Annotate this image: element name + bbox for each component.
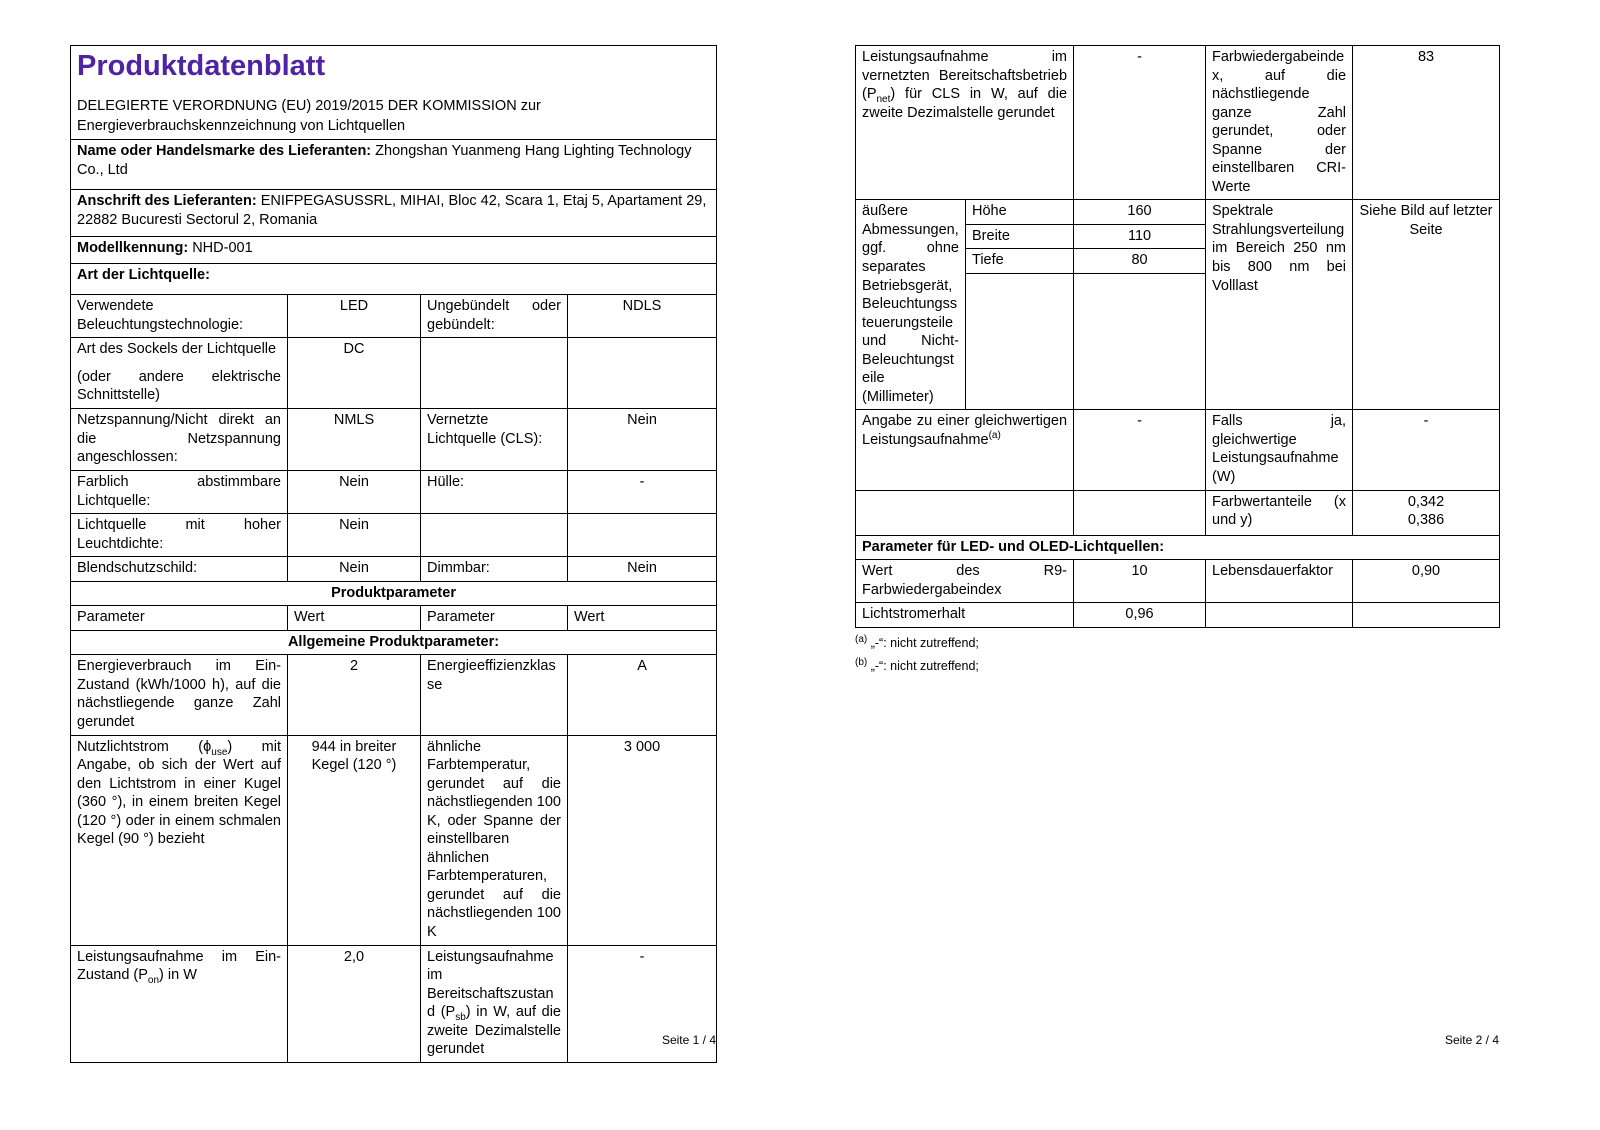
regulation-line-1: DELEGIERTE VERORDNUNG (EU) 2019/2015 DER KOMMISSION zur <box>77 98 541 115</box>
value-cell: NDLS <box>568 295 717 338</box>
param-text: Nutzlichtstrom (ϕ <box>77 738 212 755</box>
empty-cell <box>966 274 1074 410</box>
value-cell: 10 <box>1074 560 1206 603</box>
value-cell: 0,96 <box>1074 603 1206 628</box>
value-cell: Nein <box>288 470 421 513</box>
param-cell <box>71 735 288 945</box>
datasheet-table-page2 <box>855 45 1500 628</box>
supplier-value: Zhongshan Yuanmeng Hang Lighting Technology Co., Ltd <box>77 143 692 178</box>
value-cell: Nein <box>288 514 421 557</box>
param-cell: Netzspannung/Nicht direkt an die Netzspannung angeschlossen: <box>71 408 288 470</box>
param-text: Angabe zu einer gleichwertigen Leistungsaufnahme <box>862 413 1068 448</box>
page-2-footer: Seite 2 / 4 <box>1444 1033 1499 1047</box>
led-oled-section-header: Parameter für LED- und OLED-Lichtquellen: <box>856 535 1500 560</box>
value-cell: - <box>1074 410 1206 490</box>
param-text: ) mit Angabe, ob sich der Wert auf den Lichtstrom in einer Kugel (360 °), in einem breiten Kegel (120 °) oder in einem schmalen Kegel (90 °) bezieht <box>77 738 282 848</box>
datasheet-table-page1 <box>70 45 717 1063</box>
value-cell: 0,90 <box>1353 560 1500 603</box>
value-cell <box>1353 490 1500 535</box>
page-2 <box>855 45 1499 681</box>
footnote-b-text: „-“: nicht zutreffend; <box>870 659 979 674</box>
value-cell: 2 <box>288 655 421 735</box>
dimension-name-cell: Tiefe <box>966 249 1074 274</box>
value-cell: 83 <box>1353 46 1500 200</box>
param-cell: Lichtstromerhalt <box>856 603 1074 628</box>
footnote-b <box>855 658 1499 674</box>
value-cell: 2,0 <box>288 945 421 1062</box>
param-cell: Lichtquelle mit hoher Leuchtdichte: <box>71 514 288 557</box>
param-cell: Wert des R9-Farbwiedergabeindex <box>856 560 1074 603</box>
param-cell: Ungebündelt oder gebündelt: <box>421 295 568 338</box>
param-cell <box>71 338 288 409</box>
param-cell: Energieeffizienzklasse <box>421 655 568 735</box>
model-value: NHD-001 <box>192 240 253 257</box>
value-cell: A <box>568 655 717 735</box>
subscript-use: use <box>211 746 228 758</box>
param-text: ) für CLS in W, auf die zweite Dezimalstelle gerundet <box>862 86 1068 121</box>
footnote-a <box>855 635 1499 651</box>
value-cell: Siehe Bild auf letzter Seite <box>1353 200 1500 410</box>
address-value: ENIFPEGASUSSRL, MIHAI, Bloc 42, Scara 1, Etaj 5, Apartament 29, 22882 Bucuresti Sectorul 2, Romania <box>77 193 707 228</box>
subscript-on: on <box>147 974 160 986</box>
dimension-value-cell: 80 <box>1074 249 1206 274</box>
value-cell: Nein <box>568 557 717 582</box>
param-text: ) in W, auf die zweite Dezimalstelle gerundet <box>427 1004 561 1058</box>
value-cell: - <box>1353 410 1500 490</box>
chromaticity-y: 0,386 <box>1407 512 1445 529</box>
dimension-name-cell: Breite <box>966 224 1074 249</box>
address-label: Anschrift des Lieferanten: <box>77 193 257 210</box>
empty-cell <box>856 490 1074 535</box>
title-block <box>71 46 717 140</box>
param-cell: Farbwiedergabeindex, auf die nächstliegende ganze Zahl gerundet, oder Spanne der einstellbaren CRI-Werte <box>1206 46 1353 200</box>
chromaticity-x: 0,342 <box>1407 493 1445 510</box>
param-cell: Hülle: <box>421 470 568 513</box>
type-section-header: Art der Lichtquelle: <box>71 264 717 295</box>
param-cell: Farblich abstimmbare Lichtquelle: <box>71 470 288 513</box>
value-cell: Nein <box>568 408 717 470</box>
footnotes <box>855 635 1499 675</box>
value-cell: - <box>568 945 717 1062</box>
param-cell: Dimmbar: <box>421 557 568 582</box>
empty-cell <box>568 514 717 557</box>
footnote-b-marker: (b) <box>855 656 868 668</box>
param-text: (oder andere elektrische Schnittstelle) <box>77 368 281 404</box>
dimension-value-cell: 160 <box>1074 200 1206 225</box>
param-cell: Vernetzte Lichtquelle (CLS): <box>421 408 568 470</box>
param-cell: Verwendete Beleuchtungstechnologie: <box>71 295 288 338</box>
page-title: Produktdatenblatt <box>77 50 326 82</box>
param-text: ) in W <box>159 967 197 984</box>
supplier-label: Name oder Handelsmarke des Lieferanten: <box>77 143 372 160</box>
empty-cell <box>1074 490 1206 535</box>
column-header-wert-1: Wert <box>288 606 421 631</box>
param-text: Art des Sockels der Lichtquelle <box>77 341 277 358</box>
dimensions-label-cell: äußere Abmessungen, ggf. ohne separates Betriebsgerät, Beleuchtungssteuerungsteile und Nicht-Beleuchtungsteile (Millimeter) <box>856 200 966 410</box>
value-cell: - <box>568 470 717 513</box>
value-cell: DC <box>288 338 421 409</box>
param-cell: Falls ja, gleichwertige Leistungsaufnahme (W) <box>1206 410 1353 490</box>
param-text: Leistungsaufnahme im vernetzten Bereitschaftsbetrieb (P <box>862 49 1068 103</box>
value-cell: NMLS <box>288 408 421 470</box>
page-1 <box>70 45 716 1063</box>
empty-cell <box>1074 274 1206 410</box>
footnote-a-marker: (a) <box>855 633 868 645</box>
address-row <box>71 190 717 237</box>
param-cell: Farbwertanteile (x und y) <box>1206 490 1353 535</box>
column-header-wert-2: Wert <box>568 606 717 631</box>
model-row <box>71 237 717 264</box>
empty-cell <box>1353 603 1500 628</box>
subscript-sb: sb <box>455 1012 466 1024</box>
column-header-parameter-1: Parameter <box>71 606 288 631</box>
page-1-footer: Seite 1 / 4 <box>661 1033 716 1047</box>
column-header-parameter-2: Parameter <box>421 606 568 631</box>
subscript-net: net <box>876 93 891 105</box>
supplier-row <box>71 140 717 190</box>
param-cell: Energieverbrauch im Ein-Zustand (kWh/1000 h), auf die nächstliegende ganze Zahl gerundet <box>71 655 288 735</box>
value-cell: 3 000 <box>568 735 717 945</box>
param-text: Leistungsaufnahme im Ein-Zustand (P <box>77 948 281 984</box>
footnote-a-text: „-“: nicht zutreffend; <box>870 635 979 650</box>
param-cell: Blendschutzschild: <box>71 557 288 582</box>
dimension-name-cell: Höhe <box>966 200 1074 225</box>
empty-cell <box>568 338 717 409</box>
value-cell: - <box>1074 46 1206 200</box>
empty-cell <box>421 338 568 409</box>
param-cell: Spektrale Strahlungsverteilung im Bereich 250 nm bis 800 nm bei Volllast <box>1206 200 1353 410</box>
regulation-line-2: Energieverbrauchskennzeichnung von Lichtquellen <box>77 117 406 134</box>
empty-cell <box>1206 603 1353 628</box>
general-parameter-header: Allgemeine Produktparameter: <box>71 630 717 655</box>
footnote-marker-a: (a) <box>988 430 1001 442</box>
param-cell <box>856 410 1074 490</box>
param-cell: ähnliche Farbtemperatur, gerundet auf die nächstliegenden 100 K, oder Spanne der einstellbaren ähnlichen Farbtemperaturen, gerundet auf die nächstliegenden 100 K <box>421 735 568 945</box>
dimension-value-cell: 110 <box>1074 224 1206 249</box>
value-cell: Nein <box>288 557 421 582</box>
value-cell: 944 in breiter Kegel (120 °) <box>288 735 421 945</box>
value-cell: LED <box>288 295 421 338</box>
model-label: Modellkennung: <box>77 240 189 257</box>
product-parameter-header: Produktparameter <box>71 581 717 606</box>
param-cell: Lebensdauerfaktor <box>1206 560 1353 603</box>
empty-cell <box>421 514 568 557</box>
param-text: Leistungsaufnahme im Bereitschaftszustand (P <box>427 948 554 1021</box>
param-cell <box>856 46 1074 200</box>
